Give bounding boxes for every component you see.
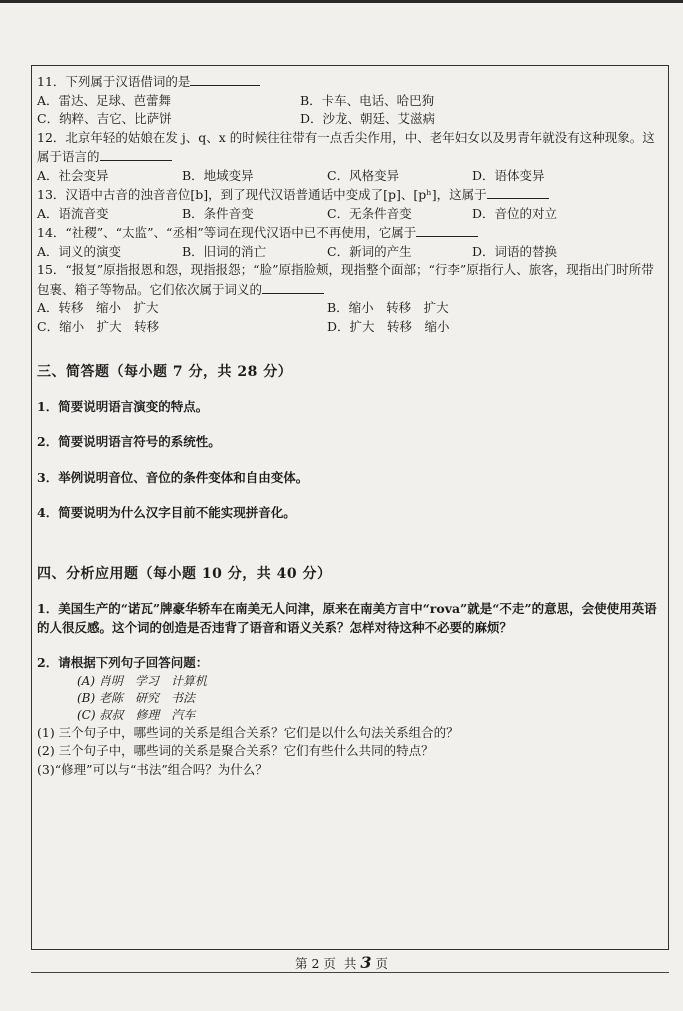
sentence-b: (B) 老陈 研究 书法 (77, 690, 195, 705)
sub-question-3: (3)“修理”可以与“书法”组合吗？为什么？ (37, 761, 268, 777)
total-suffix: 页 (375, 956, 388, 971)
question-11-options (37, 92, 663, 129)
answer-blank (487, 185, 549, 199)
answer-blank (190, 72, 260, 86)
analysis-question-1: 1．美国生产的“诺瓦”牌豪华轿车在南美无人问津，原来在南美方言中“rova”就是“不走”的意思，会使使用英语的人很反感。这个词的创造是否违背了语音和语义关系？怎样对待这种不必要的麻烦？ (37, 601, 657, 635)
option-b: B．卡车、电话、哈巴狗 (300, 92, 435, 108)
option-d: D．扩大 转移 缩小 (327, 318, 450, 334)
question-13: 13．汉语中古音的浊音音位[b]，到了现代汉语普通话中变成了[p]、[pʰ]，这属于 (37, 185, 663, 205)
option-d: D．沙龙、朝廷、艾滋病 (300, 111, 436, 126)
sub-question-1: (1) 三个句子中，哪些词的关系是组合关系？它们是以什么句法关系组合的？ (37, 724, 459, 740)
option-c: C．纳粹、吉它、比萨饼 (37, 111, 172, 126)
short-answer-4: 4．简要说明为什么汉字目前不能实现拼音化。 (37, 505, 296, 520)
option-d: D．词语的替换 (472, 243, 558, 259)
question-13-options (37, 205, 663, 224)
answer-blank (262, 280, 324, 294)
option-b: B．缩小 转移 扩大 (327, 300, 449, 315)
option-a: A．语流音变 (37, 205, 109, 221)
option-b: B．旧词的消亡 (182, 243, 267, 259)
total-prefix: 共 (343, 956, 357, 971)
option-c: C．无条件音变 (327, 205, 412, 221)
option-a: A．雷达、足球、芭蕾舞 (37, 92, 172, 108)
section-3-title: 三、简答题（每小题 7 分，共 28 分） (37, 364, 293, 380)
page-footer (0, 953, 683, 972)
option-d: D．语体变异 (472, 167, 545, 183)
question-14-options (37, 243, 663, 262)
option-c: C．缩小 扩大 转移 (37, 318, 160, 334)
option-a: A．转移 缩小 扩大 (37, 300, 159, 315)
option-b: B．条件音变 (182, 205, 254, 221)
sub-question-2: (2) 三个句子中，哪些词的关系是聚合关系？它们有些什么共同的特点？ (37, 743, 434, 758)
bottom-rule (31, 972, 669, 973)
analysis-question-2: 2．请根据下列句子回答问题： (37, 655, 209, 670)
question-14: 14．“社稷”、“太监”、“丞相”等词在现代汉语中已不再使用，它属于 (37, 223, 663, 243)
option-b: B．地域变异 (182, 167, 254, 183)
sentence-c: (C) 叔叔 修理 汽车 (77, 707, 196, 722)
sentence-a: (A) 肖明 学习 计算机 (77, 673, 207, 688)
question-12-options (37, 167, 663, 186)
option-d: D．音位的对立 (472, 205, 558, 221)
option-a: A．社会变异 (37, 167, 109, 183)
option-c: C．风格变异 (327, 167, 400, 183)
total-pages: 3 (360, 953, 372, 972)
question-15-options (37, 299, 663, 336)
exam-content (37, 72, 663, 779)
short-answer-2: 2．简要说明语言符号的系统性。 (37, 434, 221, 449)
page-number: 第 2 页 (295, 956, 336, 971)
short-answer-3: 3．举例说明音位、音位的条件变体和自由变体。 (37, 469, 309, 485)
question-11: 11．下列属于汉语借词的是 (37, 72, 663, 92)
question-12: 12．北京年轻的姑娘在发 j、q、x 的时候往往带有一点舌尖作用，中、老年妇女以及男青年就没有这种现象。这属于语言的 (37, 129, 655, 164)
top-edge-line (0, 0, 683, 3)
short-answer-1: 1．简要说明语言演变的特点。 (37, 398, 209, 414)
answer-blank (100, 147, 172, 161)
answer-blank (416, 223, 478, 237)
option-a: A．词义的演变 (37, 243, 122, 259)
question-15: 15．“报复”原指报恩和怨，现指报怨；“脸”原指脸颊，现指整个面部；“行李”原指行人、旅客，现指出门时所带包裹、箱子等物品。它们依次属于词义的 (37, 262, 654, 297)
option-c: C．新词的产生 (327, 243, 412, 259)
section-4-title: 四、分析应用题（每小题 10 分，共 40 分） (37, 565, 332, 582)
